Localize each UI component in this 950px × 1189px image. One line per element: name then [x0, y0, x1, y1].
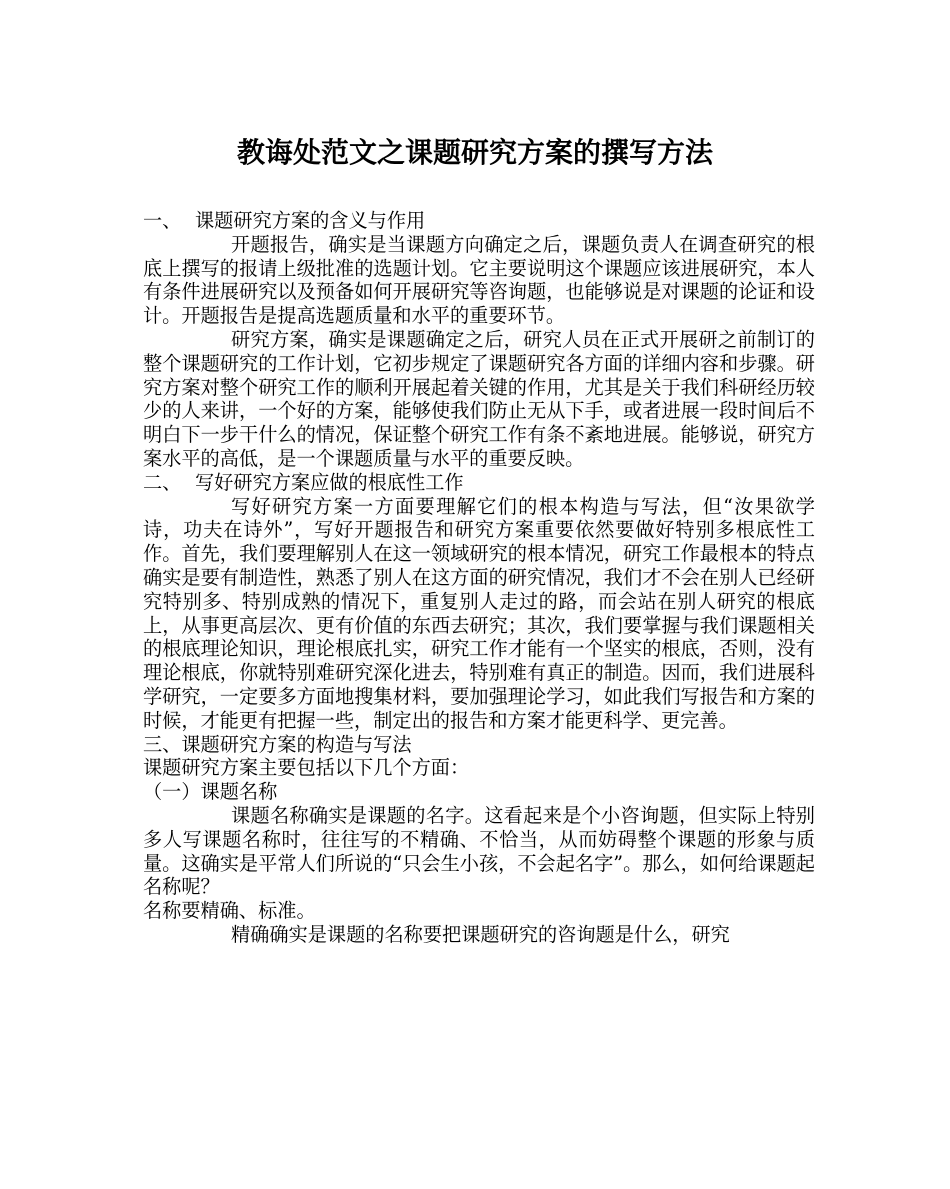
document-title: 教诲处范文之课题研究方案的撰写方法 — [236, 136, 713, 169]
section-heading-1 — [143, 209, 815, 233]
section-number-1: 一、 — [143, 209, 182, 232]
section-number-2: 二、 — [143, 470, 182, 494]
section-heading-3: 三、课题研究方案的构造与写法 — [143, 732, 412, 756]
section-title-2: 写好研究方案应做的根底性工作 — [195, 470, 464, 494]
paragraph-topic-name: 课题名称确实是课题的名字。这看起来是个小咨询题，但实际上特别多人写课题名称时，往往写的不精确、不恰当，从而妨碍整个课题的形象与质量。这确实是平常人们所说的“只会生小孩，不会起名字”。那么，如何给课题起名称呢？ — [143, 803, 815, 899]
paragraph-opening-report: 开题报告，确实是当课题方向确定之后，课题负责人在调查研究的根底上撰写的报请上级批准的选题计划。它主要说明这个课题应该进展研究，本人有条件进展研究以及预备如何开展研究等咨询题，也能够说是对课题的论证和设计。开题报告是提高选题质量和水平的重要环节。 — [143, 232, 815, 328]
paragraph-research-plan: 研究方案，确实是课题确定之后，研究人员在正式开展研之前制订的整个课题研究的工作计划，它初步规定了课题研究各方面的详细内容和步骤。研究方案对整个研究工作的顺利开展起着关键的作用，尤其是关于我们科研经历较少的人来讲，一个好的方案，能够使我们防止无从下手，或者进展一段时间后不明白下一步干什么的情况，保证整个研究工作有条不紊地进展。能够说，研究方案水平的高低，是一个课题质量与水平的重要反映。 — [143, 327, 815, 470]
section-heading-2 — [143, 471, 815, 495]
paragraph-foundation-work: 写好研究方案一方面要理解它们的根本构造与写法，但“汝果欲学诗，功夫在诗外”，写好开题报告和研究方案重要依然要做好特别多根底性工作。首先，我们要理解别人在这一领域研究的根本情况，研究工作最根本的特点确实是要有制造性，熟悉了别人在这方面的研究情况，我们才不会在别人已经研究特别多、特别成熟的情况下，重复别人走过的路，而会站在别人研究的根底上，从事更高层次、更有价值的东西去研究；其次，我们要掌握与我们课题相关的根底理论知识，理论根底扎实，研究工作才能有一个坚实的根底，否则，没有理论根底，你就特别难研究深化进去，特别难有真正的制造。因而，我们进展科学研究，一定要多方面地搜集材料，要加强理论学习，如此我们写报告和方案的时候，才能更有把握一些，制定出的报告和方案才能更科学、更完善。 — [143, 494, 815, 732]
section-title-1: 课题研究方案的含义与作用 — [195, 209, 426, 232]
paragraph-accuracy: 精确确实是课题的名称要把课题研究的咨询题是什么，研究 — [231, 922, 730, 946]
section-intro-3: 课题研究方案主要包括以下几个方面： — [143, 756, 470, 780]
point-accurate-name: 名称要精确、标准。 — [143, 899, 316, 923]
subsection-heading-title: （一）课题名称 — [143, 780, 278, 804]
document-body — [143, 209, 815, 947]
